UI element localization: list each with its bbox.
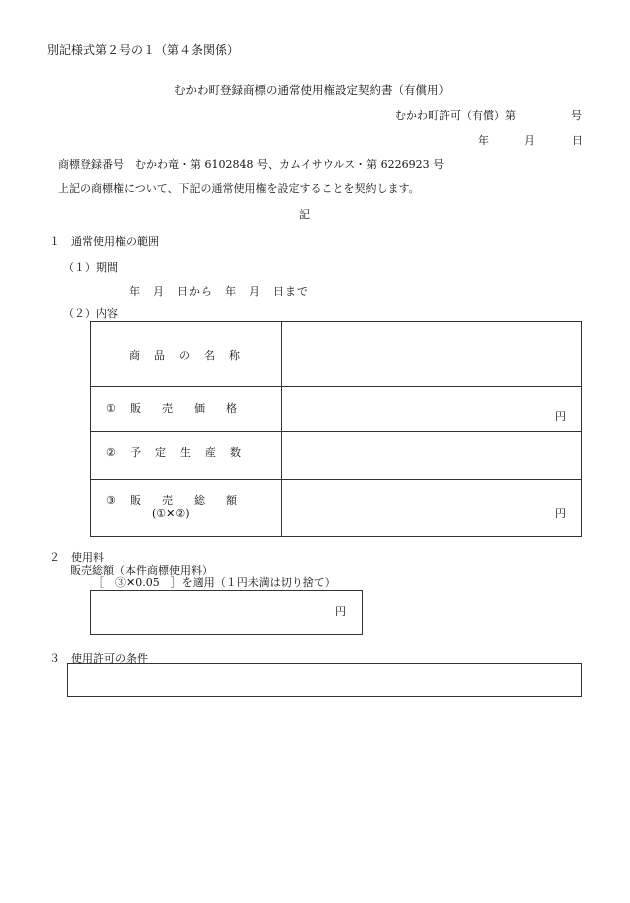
total-formula — [152, 508, 190, 519]
date-year: 年 — [478, 134, 489, 147]
section3-heading: ３ 使用許可の条件 — [49, 652, 148, 665]
fee-field[interactable] — [90, 590, 363, 635]
price-unit: 円 — [555, 410, 566, 423]
date-month: 月 — [524, 134, 535, 147]
formula-part: ［ ③ — [93, 576, 126, 589]
section2-heading: ２ 使用料 — [49, 551, 104, 564]
product-name-field[interactable] — [283, 323, 580, 384]
fee-formula — [93, 577, 336, 588]
row-label-product-name: 商品の名称 — [129, 349, 254, 362]
total-unit: 円 — [555, 507, 566, 520]
table-rule — [90, 386, 582, 387]
permit-number: むかわ町許可（有償）第 号 — [395, 109, 582, 122]
row-number: ③ — [106, 494, 116, 507]
table-rule — [90, 431, 582, 432]
form-id: 別記様式第２号の１（第４条関係） — [47, 43, 240, 57]
row-label-total: 販売総額 — [130, 494, 258, 507]
row-number: ② — [106, 446, 116, 459]
production-field[interactable] — [283, 433, 580, 477]
section1-heading: １ 通常使用権の範囲 — [49, 235, 159, 248]
multiply-icon: ✕ — [126, 576, 136, 589]
period-value: 年 月 日から 年 月 日まで — [129, 285, 309, 298]
total-field[interactable] — [283, 481, 580, 535]
fee-unit: 円 — [335, 605, 346, 618]
formula-part: 0.05 ］を適用（１円未満は切り捨て） — [135, 576, 336, 589]
row-number: ① — [106, 402, 116, 415]
fee-label: 販売総額（本件商標使用料） — [70, 564, 213, 577]
price-field[interactable] — [283, 388, 580, 429]
date-day: 日 — [572, 134, 583, 147]
multiply-icon: ✕ — [166, 507, 176, 520]
table-rule — [90, 479, 582, 480]
trademark-registration: 商標登録番号 むかわ竜・第 6102848 号、カムイサウルス・第 6226923 号 — [58, 158, 445, 171]
content-label: （２）内容 — [63, 307, 118, 320]
period-label: （１）期間 — [63, 261, 118, 274]
row-label-production: 予定生産数 — [130, 446, 255, 459]
table-divider — [281, 321, 282, 537]
ki-heading: 記 — [299, 208, 310, 221]
formula-part: ②) — [175, 507, 190, 520]
intro-text: 上記の商標権について、下記の通常使用権を設定することを契約します。 — [58, 182, 420, 195]
row-label-price: 販売価格 — [130, 402, 258, 415]
document-title: むかわ町登録商標の通常使用権設定契約書（有償用） — [174, 83, 450, 97]
conditions-field[interactable] — [67, 663, 582, 697]
formula-part: (① — [152, 507, 167, 520]
